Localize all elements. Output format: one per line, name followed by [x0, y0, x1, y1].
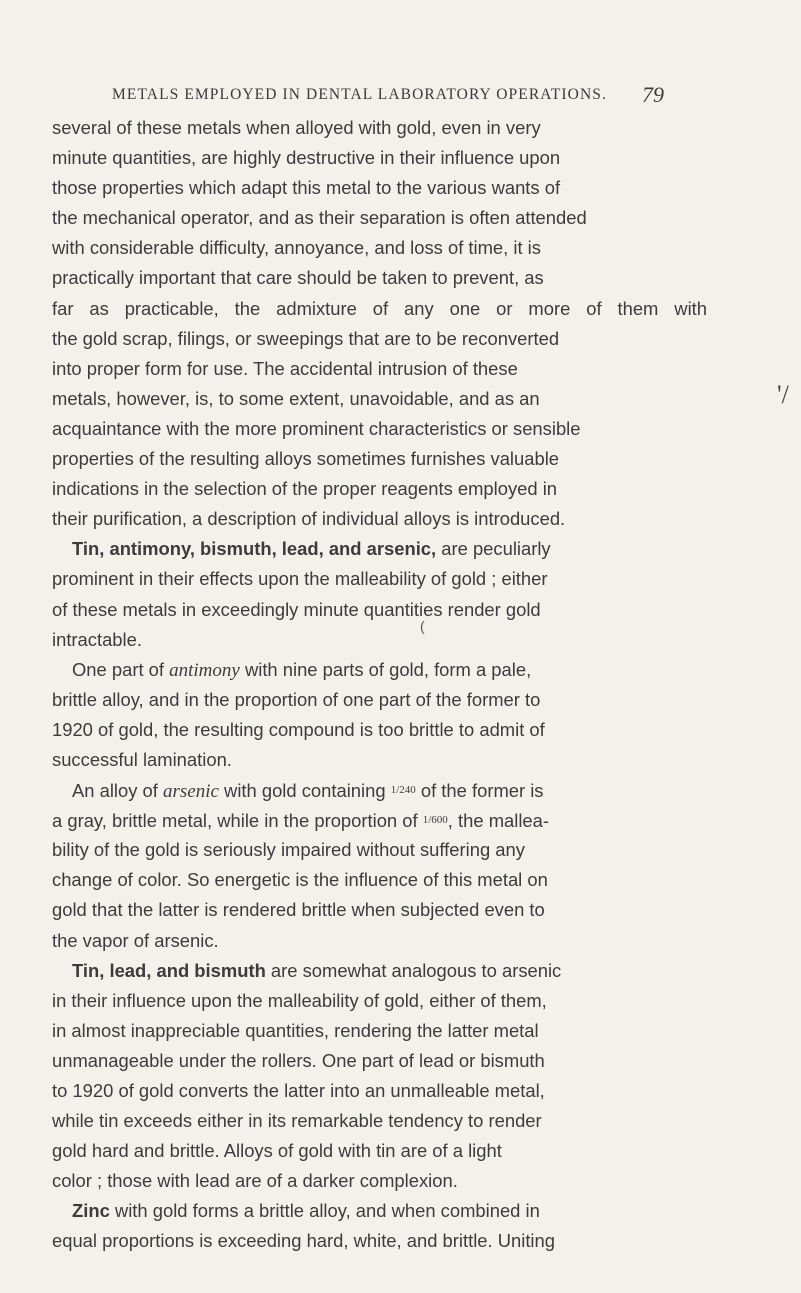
text-line: unmanageable under the rollers. One part of lead or bismuth [52, 1049, 545, 1071]
running-header [112, 82, 692, 107]
text-line: properties of the resulting alloys sometimes furnishes valuable [52, 448, 560, 470]
text-line: the mechanical operator, and as their separation is often attended [52, 207, 587, 229]
text-line: gold hard and brittle. Alloys of gold with tin are of a light [52, 1140, 502, 1162]
text-line: Tin, antimony, bismuth, lead, and arsenic, are peculiarly [72, 538, 551, 560]
text-line: with considerable difficulty, annoyance, and loss of time, it is [52, 237, 541, 259]
text-line: equal proportions is exceeding hard, white, and brittle. Uniting [52, 1230, 555, 1252]
text-line: intractable. [52, 628, 142, 650]
body-text [52, 113, 707, 1257]
text-line: Tin, lead, and bismuth are somewhat analogous to arsenic [72, 959, 562, 981]
text-line: of these metals in exceedingly minute quantities render gold [52, 598, 541, 620]
running-title: METALS EMPLOYED IN DENTAL LABORATORY OPERATIONS. [112, 86, 607, 103]
text-line: metals, however, is, to some extent, unavoidable, and as an [52, 387, 540, 409]
text-line: prominent in their effects upon the malleability of gold ; either [52, 568, 548, 590]
text-line: gold that the latter is rendered brittle when subjected even to [52, 899, 545, 921]
text-line: change of color. So energetic is the influence of this metal on [52, 869, 548, 891]
page-number: 79 [642, 82, 664, 107]
text-line: to 1920 of gold converts the latter into an unmalleable metal, [52, 1080, 545, 1101]
text-line: while tin exceeds either in its remarkable tendency to render [52, 1110, 542, 1132]
text-line: practically important that care should be taken to prevent, as [52, 267, 544, 289]
text-line: Zinc with gold forms a brittle alloy, and when combined in [72, 1200, 540, 1222]
text-line: into proper form for use. The accidental intrusion of these [52, 357, 518, 379]
text-line: One part of antimony with nine parts of gold, form a pale, [72, 658, 532, 681]
fraction: 1/240 [390, 784, 416, 797]
fraction: 1/600 [422, 814, 448, 827]
text-line: acquaintance with the more prominent characteristics or sensible [52, 417, 581, 439]
text-line: brittle alloy, and in the proportion of one part of the former to [52, 688, 541, 710]
text-line: those properties which adapt this metal to the various wants of [52, 177, 561, 199]
text-line: minute quantities, are highly destructive in their influence upon [52, 147, 561, 169]
stray-mark: ( [420, 618, 425, 634]
text-line: their purification, a description of individual alloys is introduced. [52, 508, 566, 530]
text-line: the gold scrap, filings, or sweepings that are to be reconverted [52, 327, 560, 349]
text-line: a gray, brittle metal, while in the proportion of $^{1/600}$, the mallea- [52, 810, 549, 832]
text-line: in almost inappreciable quantities, rendering the latter metal [52, 1019, 539, 1041]
text-line: the vapor of arsenic. [52, 929, 219, 951]
text-line: bility of the gold is seriously impaired without suffering any [52, 839, 525, 861]
text-line: color ; those with lead are of a darker complexion. [52, 1170, 458, 1192]
text-line: successful lamination. [52, 748, 232, 770]
text-line: 1920 of gold, the resulting compound is too brittle to admit of [52, 718, 545, 740]
text-line: indications in the selection of the proper reagents employed in [52, 478, 558, 500]
text-line: far as practicable, the admixture of any one or more of them with [52, 297, 707, 319]
margin-mark: '/ [777, 380, 789, 409]
text-line: several of these metals when alloyed with gold, even in very [52, 117, 541, 138]
text-line: in their influence upon the malleability of gold, either of them, [52, 989, 547, 1011]
text-line: An alloy of arsenic with gold containing $^{1/240}$ of the former is [72, 780, 544, 803]
